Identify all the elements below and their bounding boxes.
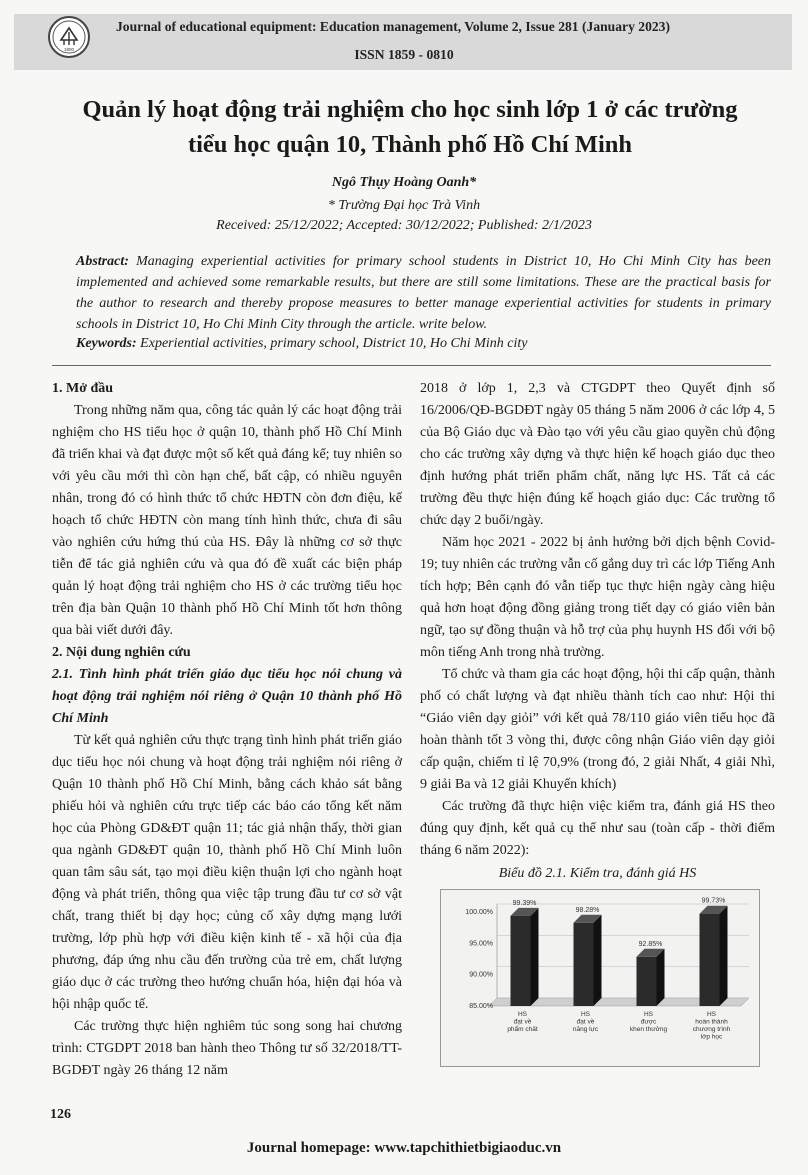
data-label: 92.85% — [638, 940, 663, 948]
abstract — [76, 251, 771, 335]
figure-caption: Biểu đồ 2.1. Kiểm tra, đánh giá HS — [498, 866, 697, 881]
x-tick-label: lớp học — [700, 1033, 723, 1041]
y-tick-label: 85.00% — [469, 1003, 493, 1010]
author: Ngô Thụy Hoàng Oanh* — [331, 175, 477, 190]
article-dates: Received: 25/12/2022; Accepted: 30/12/2022; Published: 2/1/2023 — [216, 218, 592, 233]
y-tick-label: 100.00% — [465, 909, 493, 916]
abstract-text: Managing experiential activities for primary school students in District 10, Ho Chi Minh City has been implemented and achieved some remarkable results, but there are still some limitations. These are the practical basis for the author to research and thereby propose measures to better manage experiential activities for students in primary schools in District 10, Ho Chi Minh City through the article. write below. — [76, 254, 771, 332]
bar-chart-svg — [441, 890, 759, 1066]
x-tick-label: HS — [580, 1011, 591, 1018]
x-tick-label: đạt về — [513, 1018, 532, 1026]
section-2-1-paragraph: Từ kết quả nghiên cứu thực trạng tình hình phát triển giáo dục tiểu học nói chung và hoạt động trải nghiệm nói riêng ở Quận 10 thành phố Hồ Chí Minh, bằng cách khảo sát bằng phiếu hỏi và nghiên cứu trực tiếp các báo cáo tổng kết năm học của Phòng GD&ĐT quận 11; tác giả nhận thấy, thời gian qua ngành GD&ĐT quận 10, thành phố Hồ Chí Minh luôn quan tâm sâu sát, tạo mọi điều kiện thuận lợi cho ngành hoạt động và phát triển, thông qua việc tập trung đầu tư cơ sở vật chất, trang thiết bị dạy học; củng cố xây dựng mạng lưới trường, lớp phù hợp với điều kiện kinh tế - xã hội của địa phương, đáp ứng nhu cầu đến trường của trẻ em, chất lượng giáo dục ở các trường theo hướng chuẩn hóa, hiện đại hóa và hội nhập quốc tế. — [52, 733, 402, 1012]
article-title: Quản lý hoạt động trải nghiệm cho học sinh lớp 1 ở các trường tiểu học quận 10, Thành phố Hồ Chí Minh — [82, 96, 738, 158]
x-tick-label: hoàn thành — [695, 1018, 728, 1026]
left-column — [52, 378, 402, 1082]
right-paragraph-4: Các trường đã thực hiện việc kiểm tra, đánh giá HS theo đúng quy định, kết quả cụ thể như sau (toàn cấp - thời điểm tháng 6 năm 2022): — [420, 799, 775, 858]
keywords-text: Experiential activities, primary school, District 10, Ho Chi Minh city — [140, 336, 528, 351]
data-label: 99.39% — [512, 899, 537, 907]
bar — [511, 916, 531, 1006]
data-label: 98.28% — [575, 906, 600, 914]
section-1-paragraph: Trong những năm qua, công tác quản lý các hoạt động trải nghiệm cho HS tiểu học ở quận 10, thành phố Hồ Chí Minh đã triển khai và đạt được một số kết quả đáng kể; tuy nhiên so với yêu cầu mới thì còn hạn chế, bất cập, có nhiều nguyên nhân, trong đó có hình thức tổ chức HĐTN còn đơn điệu, kế hoạch tổ chức HĐTN còn mang tính hình thức, chưa đi sâu vào nghiên cứu hứng thú của HS. Đây là những cơ sở thực tiễn để tác giả nghiên cứu và qua đó đề xuất các biện pháp quản lý hoạt động trải nghiệm cho HS ở các trường tiểu học trên địa bàn Quận 10 thành phố Hồ Chí Minh tốt hơn thông qua bài viết dưới đây. — [52, 403, 402, 638]
y-tick-label: 95.00% — [469, 940, 493, 948]
right-column — [420, 378, 775, 1067]
x-tick-label: HS — [706, 1011, 717, 1018]
bar-side — [531, 908, 539, 1006]
y-tick-label: 90.00% — [469, 971, 493, 979]
bar-side — [720, 906, 728, 1006]
keywords — [76, 336, 771, 352]
bar-chart — [440, 889, 760, 1067]
bar — [700, 914, 720, 1006]
section-2-1-heading: 2.1. Tình hình phát triển giáo dục tiểu học nói chung và hoạt động trải nghiệm nói riêng ở Quận 10 thành phố Hồ Chí Minh — [52, 667, 402, 726]
x-tick-label: năng lực — [572, 1026, 599, 1033]
x-tick-label: HS — [643, 1011, 654, 1018]
right-paragraph-3: Tổ chức và tham gia các hoạt động, hội thi cấp quận, thành phố có chất lượng và đạt nhiều thành tích cao như: Hội thi “Giáo viên dạy giỏi” với kết quả 78/110 giáo viên tiểu học đã hoàn thành tốt 3 vòng thi, được công nhận Giáo viên dạy giỏi cấp quận, chiếm tỉ lệ 70,9% (trong đó, 2 giải Nhất, 4 giải Nhì, 9 giải Ba và 12 giải Khuyến khích) — [420, 667, 775, 792]
bar — [574, 923, 594, 1006]
x-tick-label: đạt về — [576, 1018, 595, 1026]
x-tick-label: chương trình — [692, 1026, 731, 1033]
bar-side — [657, 949, 665, 1006]
keywords-label: Keywords: — [76, 336, 137, 351]
right-paragraph-2: Năm học 2021 - 2022 bị ảnh hưởng bởi dịch bệnh Covid-19; tuy nhiên các trường vẫn cố gắng duy trì các lớp Tiếng Anh tích hợp; Bên cạnh đó vẫn tiếp tục thực hiện ngày càng hiệu quả hơn hoạt động đồng giảng trong tiết dạy có giáo viên bản ngữ, tạo sự đồng thuận và hỗ trợ của phụ huynh HS đối với bộ môn tiếng Anh trong nhà trường. — [420, 535, 775, 660]
data-label: 99.73% — [701, 897, 726, 905]
abstract-label: Abstract: — [76, 254, 129, 269]
bar — [637, 957, 657, 1006]
journal-citation: Journal of educational equipment: Education management, Volume 2, Issue 281 (January 2023) — [116, 19, 670, 34]
journal-homepage: Journal homepage: www.tapchithietbigiaoduc.vn — [246, 1140, 562, 1156]
x-tick-label: được — [640, 1018, 657, 1026]
right-paragraph-1: 2018 ở lớp 1, 2,3 và CTGDPT theo Quyết định số 16/2006/QĐ-BGDĐT ngày 05 tháng 5 năm 2006 ở các lớp 4, 5 của Bộ Giáo dục và Đào tạo với yêu cầu giao quyền chủ động cho các trường xây dựng và thực hiện kế hoạch giáo dục theo định hướng phát triển phẩm chất, năng lực HS. Tất cả các trường đều thực hiện đúng kế hoạch giáo dục: Các trường tổ chức dạy 2 buổi/ngày. — [420, 381, 775, 528]
section-1-heading: 1. Mở đầu — [52, 381, 114, 396]
x-tick-label: HS — [517, 1011, 528, 1018]
issn: ISSN 1859 - 0810 — [354, 47, 454, 62]
bar-side — [594, 915, 602, 1006]
divider — [52, 365, 771, 366]
section-2-1-paragraph-2: Các trường thực hiện nghiêm túc song song hai chương trình: CTGDPT 2018 ban hành theo Thông tư số 32/2018/TT-BGDĐT ngày 26 tháng 12 năm — [52, 1019, 402, 1078]
logo-year: 1800 — [63, 47, 75, 52]
x-tick-label: khen thưởng — [629, 1026, 668, 1033]
page-number: 126 — [50, 1107, 71, 1122]
section-2-heading: 2. Nội dung nghiên cứu — [52, 645, 191, 660]
x-tick-label: phẩm chất — [507, 1026, 538, 1033]
affiliation: * Trường Đại học Trà Vinh — [327, 198, 481, 213]
